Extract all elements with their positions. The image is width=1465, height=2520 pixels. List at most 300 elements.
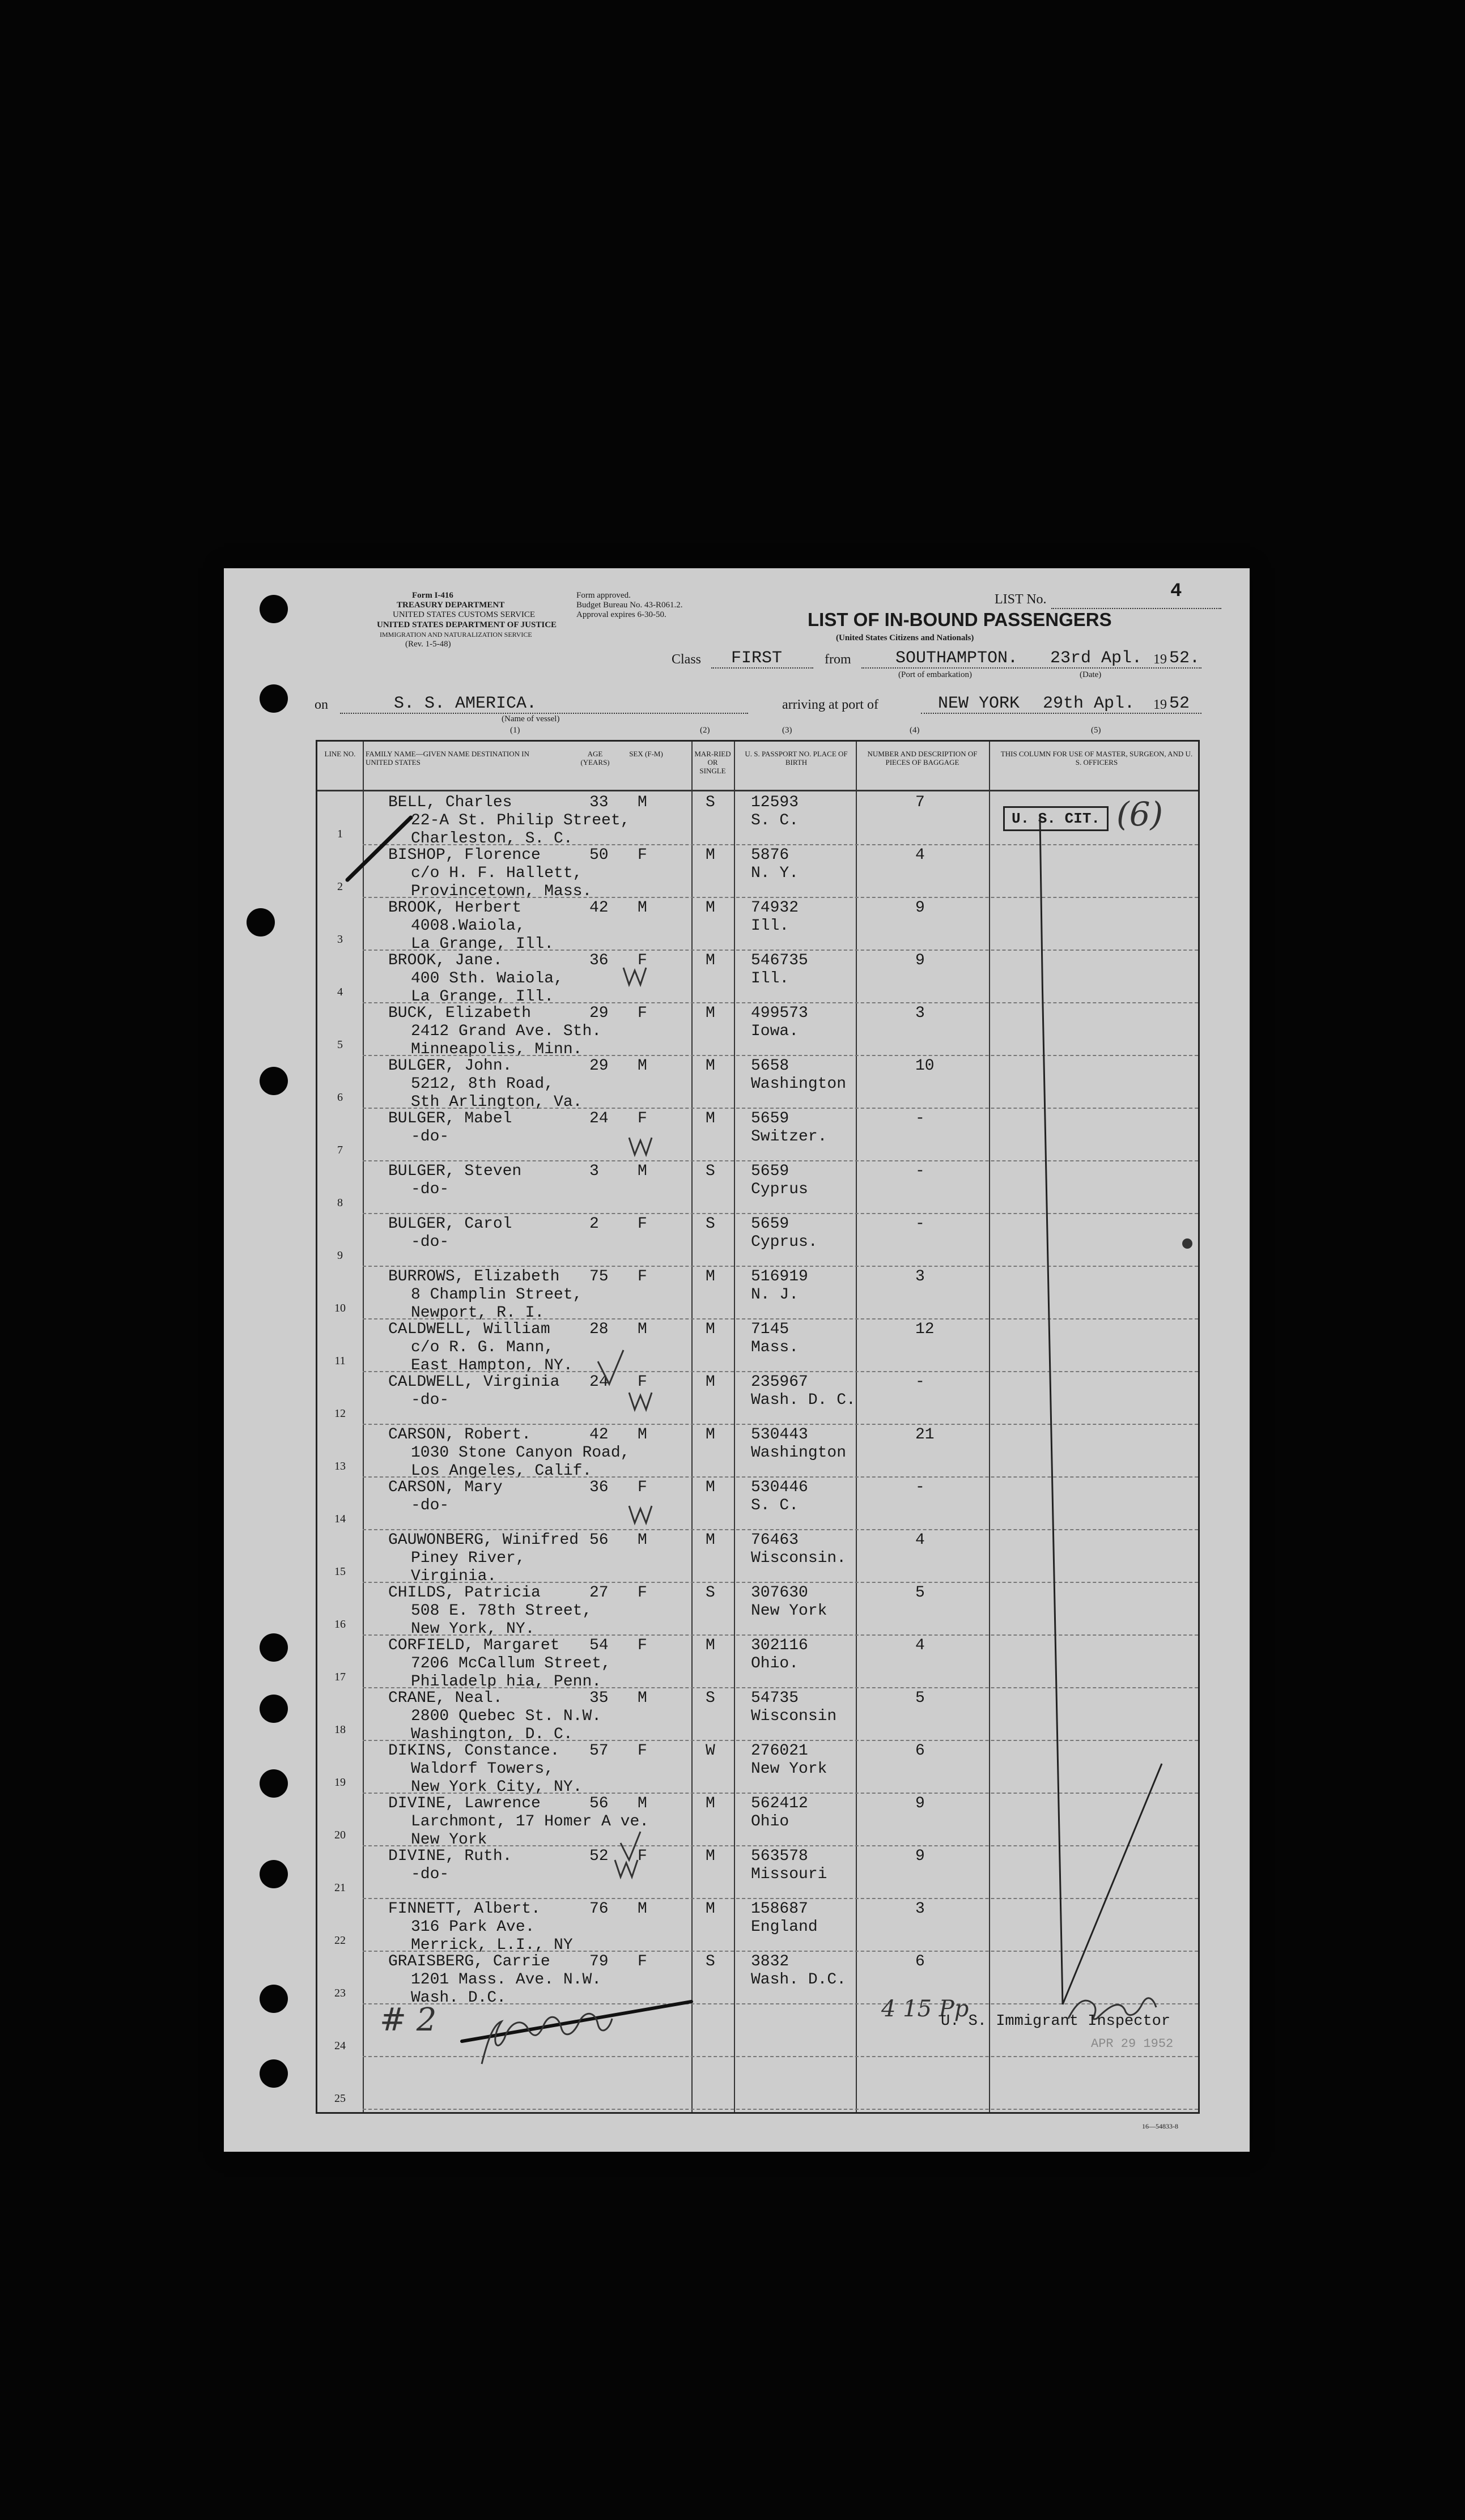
table-row — [317, 1583, 1198, 1638]
cell-sex: F — [638, 1637, 647, 1654]
cell-addr1: 400 Sth. Waiola, — [411, 970, 563, 987]
cell-name: BROOK, Jane. — [388, 952, 503, 969]
cell-sex: F — [638, 1215, 647, 1233]
cell-addr1: -do- — [411, 1128, 449, 1146]
cell-birth: Cyprus. — [751, 1233, 818, 1251]
cell-sex: M — [638, 1900, 647, 1918]
cell-bags: 3 — [915, 1268, 925, 1285]
cell-birth: Wash. D.C. — [751, 1971, 847, 1989]
cell-birth: Mass. — [751, 1339, 799, 1356]
class-value: FIRST — [731, 649, 783, 668]
table-row — [317, 1003, 1198, 1058]
cell-addr2: New York, NY. — [411, 1620, 535, 1638]
cell-name: FINNETT, Albert. — [388, 1900, 541, 1918]
cell-passport: 76463 — [751, 1531, 799, 1549]
cell-addr1: 1030 Stone Canyon Road, — [411, 1444, 630, 1462]
cell-birth: N. J. — [751, 1286, 799, 1304]
cell-mar: M — [706, 1373, 715, 1391]
form-number: Form I-416 — [412, 591, 453, 600]
table-row — [317, 1952, 1198, 2007]
cell-addr1: 4008.Waiola, — [411, 917, 525, 935]
header-passport: U. S. PASSPORT NO. PLACE OF BIRTH — [745, 750, 848, 767]
cell-name: BISHOP, Florence — [388, 846, 541, 864]
cell-passport: 158687 — [751, 1900, 808, 1918]
binder-hole — [260, 2059, 288, 2088]
cell-birth: Washington — [751, 1075, 847, 1093]
list-no-label: LIST No. — [995, 592, 1047, 607]
cell-name: BROOK, Herbert — [388, 899, 522, 917]
cell-addr2: La Grange, Ill. — [411, 935, 554, 953]
cell-name: CARSON, Mary — [388, 1479, 503, 1496]
cell-mar: M — [706, 1795, 715, 1812]
cell-bags: 9 — [915, 952, 925, 969]
line-number: 1 — [337, 828, 343, 840]
cell-addr1: 8 Champlin Street, — [411, 1286, 583, 1304]
line-number: 23 — [334, 1987, 346, 1999]
cell-addr2: Merrick, L.I., NY — [411, 1936, 573, 1954]
table-row — [317, 1688, 1198, 1743]
cell-passport: 74932 — [751, 899, 799, 917]
cell-addr2: Minneapolis, Minn. — [411, 1041, 583, 1058]
binder-hole — [260, 1067, 288, 1095]
cell-birth: Missouri — [751, 1866, 827, 1883]
cell-addr1: -do- — [411, 1181, 449, 1198]
cell-sex: F — [638, 1479, 647, 1496]
handwritten-total: # 2 — [380, 2002, 437, 2038]
cell-mar: M — [706, 1110, 715, 1127]
cell-bags: 6 — [915, 1742, 925, 1760]
cell-mar: M — [706, 899, 715, 917]
cell-age: 3 — [589, 1163, 599, 1180]
cell-addr1: -do- — [411, 1391, 449, 1409]
cell-age: 42 — [589, 899, 609, 917]
cell-birth: S. C. — [751, 812, 799, 829]
table-row — [317, 1056, 1198, 1111]
header-officers: THIS COLUMN FOR USE OF MASTER, SURGEON, AND U. S. OFFICERS — [1000, 750, 1193, 767]
cell-passport: 307630 — [751, 1584, 808, 1602]
cell-sex: F — [638, 952, 647, 969]
cell-mar: W — [706, 1742, 715, 1760]
header-age: AGE (YEARS) — [580, 750, 610, 767]
header-married: MAR-RIED OR SINGLE — [694, 750, 731, 775]
cell-name: BELL, Charles — [388, 794, 512, 811]
approval-line-1: Form approved. — [576, 591, 631, 600]
cell-bags: 3 — [915, 1004, 925, 1022]
cell-mar: M — [706, 1268, 715, 1285]
cell-bags: 9 — [915, 899, 925, 917]
cell-birth: England — [751, 1918, 818, 1936]
arrival-year-prefix: 19 — [1153, 697, 1167, 712]
table-row — [317, 1109, 1198, 1161]
line-number: 21 — [334, 1882, 346, 1894]
binder-hole — [260, 1769, 288, 1798]
table-row — [317, 951, 1198, 1006]
table-row — [317, 1267, 1198, 1322]
cell-passport: 3832 — [751, 1953, 789, 1970]
cell-birth: New York — [751, 1602, 827, 1620]
cell-passport: 235967 — [751, 1373, 808, 1391]
cell-birth: Cyprus — [751, 1181, 808, 1198]
table-row — [317, 1530, 1198, 1585]
cell-passport: 563578 — [751, 1848, 808, 1865]
cell-birth: Ohio — [751, 1813, 789, 1831]
cell-passport: 5876 — [751, 846, 789, 864]
cell-passport: 5659 — [751, 1215, 789, 1233]
line-number: 13 — [334, 1460, 346, 1472]
line-number: 24 — [334, 2040, 346, 2052]
on-label: on — [315, 697, 328, 712]
cell-mar: M — [706, 1004, 715, 1022]
cell-passport: 516919 — [751, 1268, 808, 1285]
cell-addr1: Waldorf Towers, — [411, 1760, 554, 1778]
cell-addr1: Larchmont, 17 Homer A ve. — [411, 1813, 649, 1831]
cell-bags: 4 — [915, 1637, 925, 1654]
passenger-list-sheet — [224, 568, 1250, 2152]
col-num-3: (3) — [782, 726, 792, 735]
cell-addr1: 7206 McCallum Street, — [411, 1655, 611, 1672]
col-num-1: (1) — [510, 726, 520, 735]
cell-sex: F — [638, 1373, 647, 1391]
vessel-name: S. S. AMERICA. — [394, 694, 537, 713]
cell-addr1: 2412 Grand Ave. Sth. — [411, 1023, 602, 1040]
binder-hole — [260, 595, 288, 623]
table-row — [317, 1425, 1198, 1480]
cell-addr1: 22-A St. Philip Street, — [411, 812, 630, 829]
cell-bags: 4 — [915, 846, 925, 864]
cell-name: BULGER, John. — [388, 1057, 512, 1075]
cell-addr2: Virginia. — [411, 1568, 497, 1585]
cell-bags: - — [915, 1373, 925, 1391]
class-label: Class — [672, 652, 702, 667]
cell-sex: F — [638, 846, 647, 864]
cell-addr2: Sth Arlington, Va. — [411, 1093, 583, 1111]
table-row — [317, 2004, 1198, 2057]
cell-mar: M — [706, 1637, 715, 1654]
cell-name: DIKINS, Constance. — [388, 1742, 560, 1760]
cell-mar: S — [706, 1584, 715, 1602]
line-number: 3 — [337, 933, 343, 946]
cell-addr2: Wash. D.C. — [411, 1989, 507, 2007]
cell-bags: - — [915, 1163, 925, 1180]
port-caption: (Port of embarkation) — [898, 670, 972, 679]
header-sex: SEX (F-M) — [629, 750, 663, 758]
cell-bags: 21 — [915, 1426, 935, 1444]
col-num-5: (5) — [1091, 726, 1101, 735]
cell-mar: S — [706, 1215, 715, 1233]
cell-bags: 10 — [915, 1057, 935, 1075]
handwritten-count: (6) — [1116, 795, 1163, 833]
cell-birth: Ill. — [751, 917, 789, 935]
approval-line-2: Budget Bureau No. 43-R061.2. — [576, 601, 683, 610]
passenger-table — [316, 740, 1200, 2114]
cell-age: 76 — [589, 1900, 609, 1918]
table-row — [317, 1899, 1198, 1954]
cell-sex: F — [638, 1742, 647, 1760]
list-no-value: 4 — [1170, 581, 1182, 602]
cell-birth: S. C. — [751, 1497, 799, 1514]
cell-age: 29 — [589, 1057, 609, 1075]
cell-birth: New York — [751, 1760, 827, 1778]
cell-name: CHILDS, Patricia — [388, 1584, 541, 1602]
cell-name: CALDWELL, William — [388, 1321, 550, 1338]
cell-passport: 5659 — [751, 1163, 789, 1180]
from-label: from — [825, 652, 851, 667]
cell-age: 52 — [589, 1848, 609, 1865]
line-number: 6 — [337, 1091, 343, 1104]
cell-mar: M — [706, 1426, 715, 1444]
cell-mar: S — [706, 1163, 715, 1180]
cell-bags: 5 — [915, 1584, 925, 1602]
cell-sex: M — [638, 1795, 647, 1812]
cell-name: CRANE, Neal. — [388, 1689, 503, 1707]
page-subtitle: (United States Citizens and Nationals) — [836, 633, 974, 642]
cell-passport: 302116 — [751, 1637, 808, 1654]
cell-addr2: New York City, NY. — [411, 1778, 583, 1796]
vessel-caption: (Name of vessel) — [502, 714, 560, 723]
cell-age: 56 — [589, 1795, 609, 1812]
line-number: 22 — [334, 1934, 346, 1947]
cell-addr1: 316 Park Ave. — [411, 1918, 535, 1936]
binder-hole — [260, 1860, 288, 1888]
cell-addr2: Charleston, S. C. — [411, 830, 573, 848]
cell-mar: M — [706, 1531, 715, 1549]
cell-addr1: 508 E. 78th Street, — [411, 1602, 592, 1620]
cell-age: 24 — [589, 1373, 609, 1391]
header-baggage: NUMBER AND DESCRIPTION OF PIECES OF BAGGAGE — [867, 750, 978, 767]
cell-bags: 7 — [915, 794, 925, 811]
cell-addr2: East Hampton, NY. — [411, 1357, 573, 1374]
table-row — [317, 1372, 1198, 1424]
cell-name: BULGER, Mabel — [388, 1110, 512, 1127]
table-row — [317, 898, 1198, 953]
cell-age: 29 — [589, 1004, 609, 1022]
cell-addr2: Philadelp hia, Penn. — [411, 1673, 602, 1691]
cell-bags: 3 — [915, 1900, 925, 1918]
cell-age: 28 — [589, 1321, 609, 1338]
cell-mar: M — [706, 1479, 715, 1496]
table-row — [317, 1214, 1198, 1266]
inspector-label: U. S. Immigrant Inspector — [941, 2013, 1171, 2030]
cell-addr2: Washington, D. C. — [411, 1726, 573, 1743]
cell-name: CORFIELD, Margaret — [388, 1637, 560, 1654]
table-row — [317, 1319, 1198, 1372]
cell-addr2: Newport, R. I. — [411, 1304, 545, 1322]
cell-passport: 12593 — [751, 794, 799, 811]
line-number: 8 — [337, 1197, 343, 1209]
cell-birth: Wisconsin — [751, 1708, 837, 1725]
line-number: 10 — [334, 1302, 346, 1314]
line-number: 5 — [337, 1038, 343, 1051]
line-number: 18 — [334, 1723, 346, 1736]
row-divider — [363, 2109, 1198, 2110]
line-number: 2 — [337, 880, 343, 893]
cell-mar: S — [706, 794, 715, 811]
dept-immigration: IMMIGRATION AND NATURALIZATION SERVICE — [380, 631, 532, 638]
cell-sex: M — [638, 1163, 647, 1180]
embark-year-prefix: 19 — [1153, 652, 1167, 667]
inspector-date-stamp: APR 29 1952 — [1091, 2037, 1174, 2051]
cell-birth: Washington — [751, 1444, 847, 1462]
cell-bags: - — [915, 1215, 925, 1233]
handwritten-baggage-total: 4 15 Pp — [881, 1996, 969, 2022]
cell-birth: Ohio. — [751, 1655, 799, 1672]
binder-hole — [247, 908, 275, 937]
dept-customs: UNITED STATES CUSTOMS SERVICE — [393, 610, 536, 619]
line-number: 16 — [334, 1618, 346, 1631]
cell-passport: 562412 — [751, 1795, 808, 1812]
line-number: 11 — [334, 1355, 346, 1367]
cell-age: 36 — [589, 952, 609, 969]
binder-hole — [260, 1985, 288, 2013]
cell-sex: M — [638, 1057, 647, 1075]
cell-birth: Switzer. — [751, 1128, 827, 1146]
approval-line-3: Approval expires 6-30-50. — [576, 610, 666, 619]
cell-passport: 54735 — [751, 1689, 799, 1707]
line-number: 20 — [334, 1829, 346, 1841]
cell-passport: 5659 — [751, 1110, 789, 1127]
arrival-year: 52 — [1169, 694, 1190, 713]
cell-sex: F — [638, 1953, 647, 1970]
cell-age: 75 — [589, 1268, 609, 1285]
cell-addr1: 2800 Quebec St. N.W. — [411, 1708, 602, 1725]
cell-birth: Iowa. — [751, 1023, 799, 1040]
cell-addr1: -do- — [411, 1866, 449, 1883]
page-title: LIST OF IN-BOUND PASSENGERS — [808, 609, 1112, 630]
cell-addr2: La Grange, Ill. — [411, 988, 554, 1006]
cell-addr1: 5212, 8th Road, — [411, 1075, 554, 1093]
cell-sex: F — [638, 1004, 647, 1022]
cell-sex: M — [638, 1531, 647, 1549]
table-row — [317, 1794, 1198, 1849]
cell-addr1: Piney River, — [411, 1550, 525, 1567]
cell-addr1: -do- — [411, 1497, 449, 1514]
cell-sex: M — [638, 1426, 647, 1444]
form-revision: (Rev. 1-5-48) — [405, 640, 451, 649]
line-number: 17 — [334, 1671, 346, 1683]
line-number: 7 — [337, 1144, 343, 1156]
cell-bags: 9 — [915, 1795, 925, 1812]
col-num-4: (4) — [910, 726, 920, 735]
cell-age: 42 — [589, 1426, 609, 1444]
cell-addr1: c/o H. F. Hallett, — [411, 865, 583, 882]
cell-birth: Wisconsin. — [751, 1550, 847, 1567]
cell-bags: 9 — [915, 1848, 925, 1865]
date-caption: (Date) — [1080, 670, 1102, 679]
cell-mar: M — [706, 846, 715, 864]
line-number: 9 — [337, 1249, 343, 1262]
cell-passport: 530443 — [751, 1426, 808, 1444]
cell-name: BULGER, Carol — [388, 1215, 512, 1233]
cell-birth: Ill. — [751, 970, 789, 987]
cell-name: CALDWELL, Virginia — [388, 1373, 560, 1391]
cell-mar: S — [706, 1689, 715, 1707]
cell-addr1: c/o R. G. Mann, — [411, 1339, 554, 1356]
footer-code: 16—54833-8 — [1142, 2122, 1178, 2130]
embark-year: 52. — [1169, 649, 1200, 668]
line-number: 14 — [334, 1513, 346, 1525]
cell-addr2: Provincetown, Mass. — [411, 883, 592, 900]
cell-sex: M — [638, 899, 647, 917]
cell-age: 57 — [589, 1742, 609, 1760]
cell-sex: M — [638, 1689, 647, 1707]
cell-bags: 5 — [915, 1689, 925, 1707]
line-number: 4 — [337, 986, 343, 998]
table-row — [317, 1478, 1198, 1530]
cell-sex: F — [638, 1110, 647, 1127]
cell-passport: 5658 — [751, 1057, 789, 1075]
cell-name: CARSON, Robert. — [388, 1426, 532, 1444]
cell-name: BULGER, Steven — [388, 1163, 522, 1180]
cell-name: DIVINE, Ruth. — [388, 1848, 512, 1865]
cell-bags: 4 — [915, 1531, 925, 1549]
cell-name: GRAISBERG, Carrie — [388, 1953, 550, 1970]
cell-sex: M — [638, 1321, 647, 1338]
cell-age: 35 — [589, 1689, 609, 1707]
port-of-arrival: NEW YORK — [938, 694, 1020, 713]
cell-mar: S — [706, 1953, 715, 1970]
cell-sex: F — [638, 1848, 647, 1865]
table-row — [317, 1636, 1198, 1691]
line-number: 19 — [334, 1776, 346, 1789]
us-citizen-stamp: U. S. CIT. — [1003, 806, 1109, 831]
cell-age: 36 — [589, 1479, 609, 1496]
header-line-no: LINE NO. — [324, 750, 356, 758]
cell-sex: F — [638, 1584, 647, 1602]
cell-passport: 530446 — [751, 1479, 808, 1496]
cell-age: 27 — [589, 1584, 609, 1602]
cell-passport: 276021 — [751, 1742, 808, 1760]
cell-passport: 546735 — [751, 952, 808, 969]
cell-age: 24 — [589, 1110, 609, 1127]
cell-birth: N. Y. — [751, 865, 799, 882]
arriving-label: arriving at port of — [782, 697, 878, 712]
cell-name: BURROWS, Elizabeth — [388, 1268, 560, 1285]
cell-age: 54 — [589, 1637, 609, 1654]
cell-passport: 7145 — [751, 1321, 789, 1338]
line-number: 12 — [334, 1407, 346, 1420]
line-number: 25 — [334, 2092, 346, 2105]
cell-passport: 499573 — [751, 1004, 808, 1022]
arrival-date: 29th Apl. — [1043, 694, 1135, 713]
cell-addr1: -do- — [411, 1233, 449, 1251]
table-row — [317, 1161, 1198, 1214]
cell-age: 2 — [589, 1215, 599, 1233]
cell-age: 33 — [589, 794, 609, 811]
cell-name: DIVINE, Lawrence — [388, 1795, 541, 1812]
col-num-2: (2) — [700, 726, 710, 735]
cell-mar: M — [706, 952, 715, 969]
table-row — [317, 2057, 1198, 2109]
table-row — [317, 1846, 1198, 1898]
cell-mar: M — [706, 1900, 715, 1918]
table-row — [317, 1741, 1198, 1796]
cell-mar: M — [706, 1057, 715, 1075]
line-number: 15 — [334, 1565, 346, 1578]
header-name: FAMILY NAME—GIVEN NAME DESTINATION IN UNITED STATES — [366, 750, 530, 767]
binder-hole — [260, 684, 288, 713]
port-of-embarkation: SOUTHAMPTON. — [895, 649, 1018, 668]
cell-addr1: 1201 Mass. Ave. N.W. — [411, 1971, 602, 1989]
cell-mar: M — [706, 1321, 715, 1338]
cell-addr2: Los Angeles, Calif. — [411, 1462, 592, 1480]
table-row — [317, 845, 1198, 900]
dept-treasury: TREASURY DEPARTMENT — [397, 601, 505, 610]
cell-name: GAUWONBERG, Winifred — [388, 1531, 579, 1549]
binder-hole — [260, 1633, 288, 1662]
cell-mar: M — [706, 1848, 715, 1865]
cell-addr2: New York — [411, 1831, 487, 1849]
cell-birth: Wash. D. C. — [751, 1391, 856, 1409]
